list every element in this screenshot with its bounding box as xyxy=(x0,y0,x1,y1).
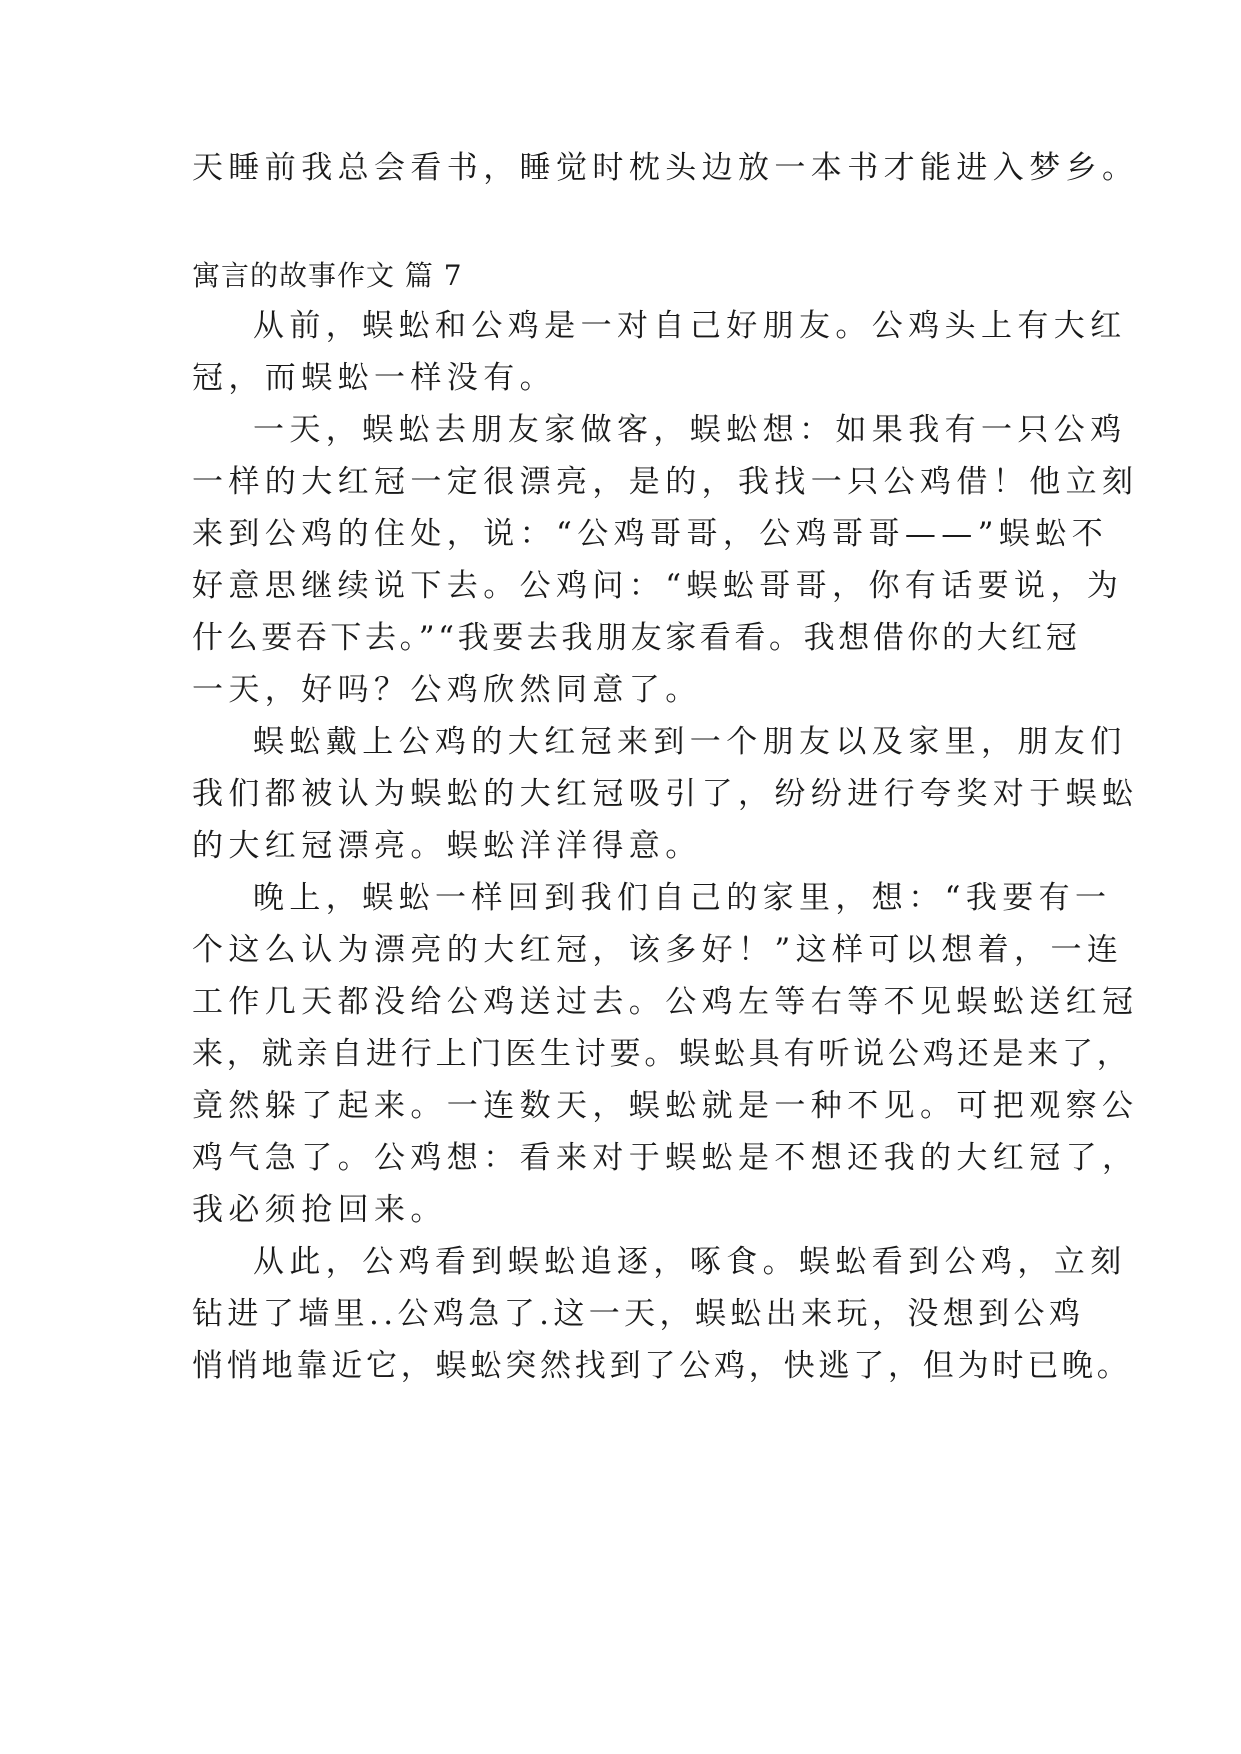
paragraph-line: 什么要吞下去。”“我要去我朋友家看看。我想借你的大红冠 xyxy=(192,620,1081,656)
paragraph-line: 一样的大红冠一定很漂亮，是的，我找一只公鸡借！他立刻 xyxy=(192,464,1139,500)
paragraph-line: 竟然躲了起来。一连数天，蜈蚣就是一种不见。可把观察公 xyxy=(192,1088,1139,1124)
paragraph-line: 钻进了墙里..公鸡急了.这一天，蜈蚣出来玩，没想到公鸡 xyxy=(192,1296,1085,1332)
paragraph-line: 晚上，蜈蚣一样回到我们自己的家里，想：“我要有一 xyxy=(253,880,1112,916)
paragraph-line: 我们都被认为蜈蚣的大红冠吸引了，纷纷进行夸奖对于蜈蚣 xyxy=(192,776,1139,812)
paragraph-line: 一天，好吗？公鸡欣然同意了。 xyxy=(192,672,702,708)
paragraph-line: 鸡气急了。公鸡想：看来对于蜈蚣是不想还我的大红冠了， xyxy=(192,1140,1139,1176)
paragraph-line: 好意思继续说下去。公鸡问：“蜈蚣哥哥，你有话要说，为 xyxy=(192,568,1124,604)
carryover-line: 天睡前我总会看书，睡觉时枕头边放一本书才能进入梦乡。 xyxy=(192,150,1139,186)
paragraph-line: 蜈蚣戴上公鸡的大红冠来到一个朋友以及家里，朋友们 xyxy=(253,724,1127,760)
paragraph-line: 来到公鸡的住处，说：“公鸡哥哥，公鸡哥哥——”蜈蚣不 xyxy=(192,516,1109,552)
section-heading: 寓言的故事作文 篇 7 xyxy=(192,259,463,292)
paragraph-line: 从前，蜈蚣和公鸡是一对自己好朋友。公鸡头上有大红 xyxy=(253,308,1127,344)
paragraph-line: 来，就亲自进行上门医生讨要。蜈蚣具有听说公鸡还是来了， xyxy=(192,1036,1132,1072)
paragraph-line: 个这么认为漂亮的大红冠，该多好！”这样可以想着，一连 xyxy=(192,932,1124,968)
paragraph-line: 一天，蜈蚣去朋友家做客，蜈蚣想：如果我有一只公鸡 xyxy=(253,412,1127,448)
paragraph-line: 工作几天都没给公鸡送过去。公鸡左等右等不见蜈蚣送红冠 xyxy=(192,984,1139,1020)
paragraph-line: 冠，而蜈蚣一样没有。 xyxy=(192,360,556,396)
paragraph-line: 从此，公鸡看到蜈蚣追逐，啄食。蜈蚣看到公鸡，立刻 xyxy=(253,1244,1127,1280)
paragraph-line: 悄悄地靠近它，蜈蚣突然找到了公鸡，快逃了，但为时已晚。 xyxy=(192,1348,1132,1384)
paragraph-line: 的大红冠漂亮。蜈蚣洋洋得意。 xyxy=(192,828,702,864)
paragraph-line: 我必须抢回来。 xyxy=(192,1192,447,1228)
